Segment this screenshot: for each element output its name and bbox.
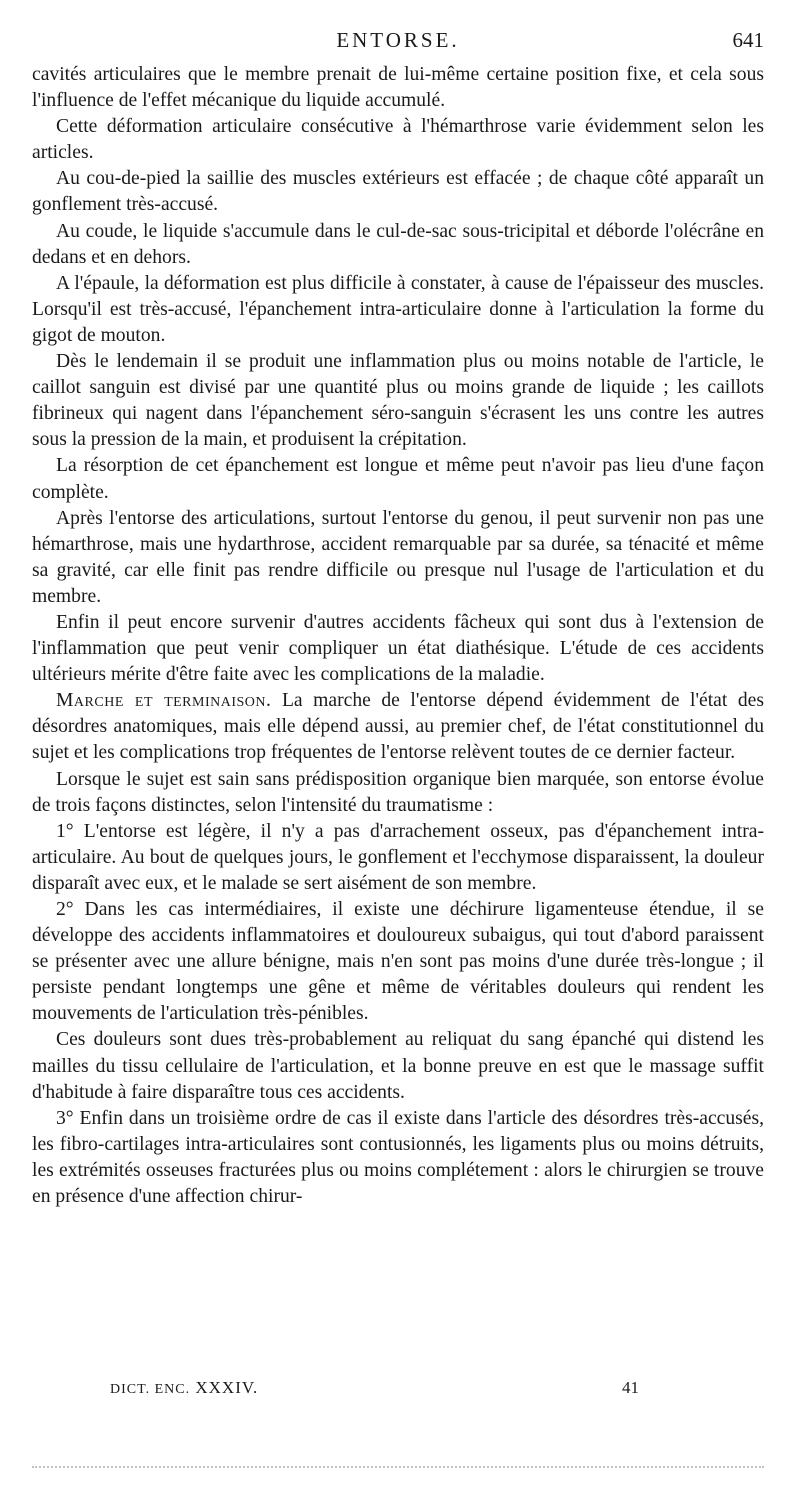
page-number: 641 — [732, 28, 764, 52]
bleed-through-line — [32, 1466, 764, 1472]
paragraph: Enfin il peut encore survenir d'autres accidents fâcheux qui sont dus à l'extension de l'inflammation que peut venir compliquer un état diathésique. L'étude de ces accidents ultérieurs mérite d'être faite avec les complications de la maladie. — [32, 611, 764, 686]
sheet-number: 41 — [622, 1378, 639, 1397]
paragraph: Au coude, le liquide s'accumule dans le cul-de-sac sous-tricipital et déborde l'olécrâne en dedans et en dehors. — [32, 220, 764, 268]
paragraph: A l'épaule, la déformation est plus difficile à constater, à cause de l'épaisseur des muscles. Lorsqu'il est très-accusé, l'épanchement intra-articulaire donne à l'articulation la forme du gigot de mouton. — [32, 272, 764, 346]
paragraph: 3° Enfin dans un troisième ordre de cas il existe dans l'article des désordres très-accusés, les fibro-cartilages intra-articulaires sont contusionnés, les ligaments plus ou moins détruits, les extrémités osseuses fracturées plus ou moins complétement : alors le chirurgien se trouve en présence d'une affection chirur- — [32, 1107, 764, 1208]
section-paragraph — [32, 688, 764, 766]
paragraph: Ces douleurs sont dues très-probablement au reliquat du sang épanché qui distend les mailles du tissu cellulaire de l'articulation, et la bonne preuve en est que le massage suffit d'habitude à faire disparaître tous ces accidents. — [32, 1029, 764, 1103]
signature-volume: XXXIV. — [195, 1378, 259, 1397]
signature-prefix: DICT. ENC. — [110, 1382, 191, 1397]
section-heading: Marche et terminaison. — [56, 690, 272, 712]
paragraph: 2° Dans les cas intermédiaires, il existe une déchirure ligamenteuse étendue, il se développe des accidents inflammatoires et douloureux subaigus, qui tout d'abord paraissent se présenter avec une allure bénigne, mais n'en sont pas moins d'une durée très-longue ; il persiste pendant longtemps une gêne et même de véritables douleurs qui rendent les mouvements de l'articulation très-pénibles. — [32, 899, 764, 1025]
body-text — [32, 62, 764, 1210]
paragraph: Après l'entorse des articulations, surtout l'entorse du genou, il peut survenir non pas une hémarthrose, mais une hydarthrose, accident remarquable par sa durée, sa ténacité et même sa gravité, car elle finit pas rendre difficile ou presque nul l'usage de l'articulation et du membre. — [32, 507, 764, 607]
paragraph: Lorsque le sujet est sain sans prédisposition organique bien marquée, son entorse évolue de trois façons distinctes, selon l'intensité du traumatisme : — [32, 768, 764, 816]
paragraph: Dès le lendemain il se produit une inflammation plus ou moins notable de l'article, le caillot sanguin est divisé par une quantité plus ou moins grande de liquide ; les caillots fibrineux qui nagent dans l'épanchement séro-sanguin s'écrasent les uns contre les autres sous la pression de la main, et produisent la crépitation. — [32, 351, 764, 451]
signature-mark — [110, 1378, 258, 1398]
paragraph: La résorption de cet épanchement est longue et même peut n'avoir pas lieu d'une façon complète. — [32, 455, 764, 503]
paragraph: Au cou-de-pied la saillie des muscles extérieurs est effacée ; de chaque côté apparaît un gonflement très-accusé. — [32, 168, 764, 216]
page-footer — [32, 1378, 764, 1404]
running-title: ENTORSE. — [336, 28, 460, 52]
section-text: La marche de l'entorse dépend évidemment de l'état des désordres anatomiques, mais elle dépend aussi, au premier chef, de l'état constitutionnel du sujet et les complications trop fréquentes de l'entorse relèvent toutes de ce dernier facteur. — [32, 690, 764, 764]
paragraph: cavités articulaires que le membre prenait de lui-même certaine position fixe, et cela sous l'influence de l'effet mécanique du liquide accumulé. — [32, 64, 764, 112]
page-header — [32, 28, 764, 56]
paragraph: 1° L'entorse est légère, il n'y a pas d'arrachement osseux, pas d'épanchement intra-articulaire. Au bout de quelques jours, le gonflement et l'ecchymose disparaissent, la douleur disparaît avec eux, et le malade se sert aisément de son membre. — [32, 820, 764, 894]
paragraph: Cette déformation articulaire consécutive à l'hémarthrose varie évidemment selon les articles. — [32, 116, 764, 164]
